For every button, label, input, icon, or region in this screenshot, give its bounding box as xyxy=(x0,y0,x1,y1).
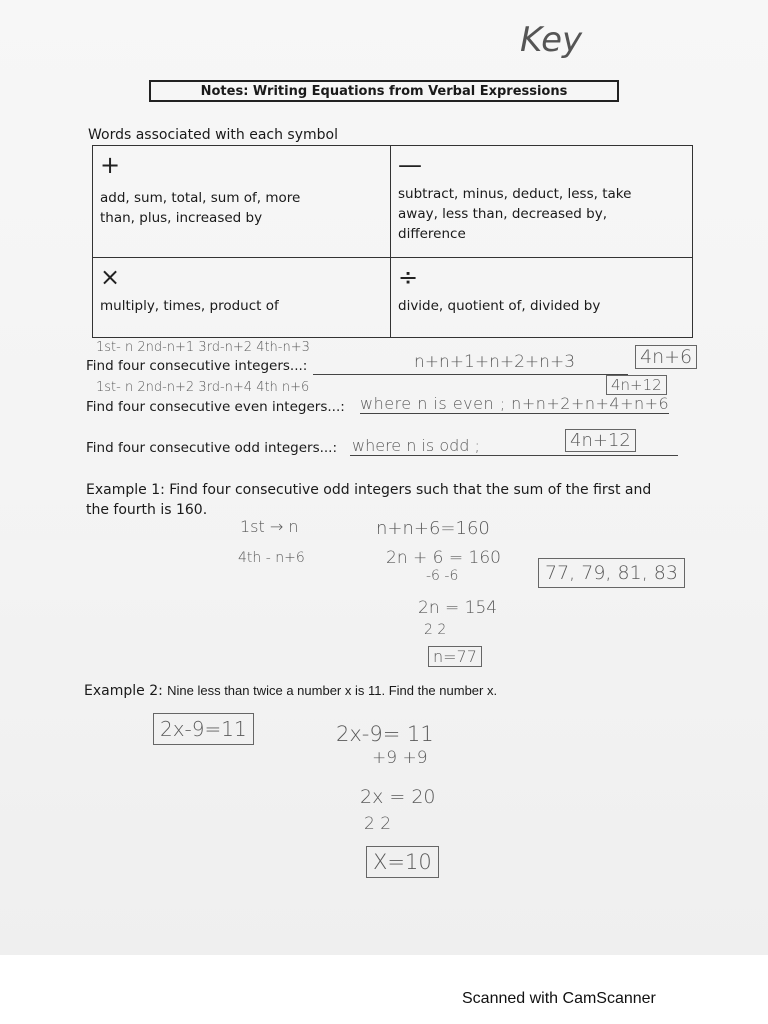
even-answer: where n is even ; n+n+2+n+4+n+6 xyxy=(360,394,670,413)
ex1-step3: 2n = 154 xyxy=(418,598,498,618)
consecutive-answer-box: 4n+6 xyxy=(635,345,697,369)
ex2-step2b: 2 2 xyxy=(364,814,392,834)
even-note-box: 4n+12 xyxy=(606,375,667,395)
consecutive-answer: n+n+1+n+2+n+3 xyxy=(414,352,576,372)
ex2-step1b: +9 +9 xyxy=(372,748,428,768)
key-signature: Key xyxy=(520,20,583,60)
ex2-equation-box: 2x-9=11 xyxy=(153,713,254,745)
ex2-answer-box: X=10 xyxy=(366,846,439,878)
even-note: 1st- n 2nd-n+2 3rd-n+4 4th n+6 xyxy=(96,380,310,395)
ex1-step3b: 2 2 xyxy=(424,622,447,638)
symbol-table xyxy=(92,145,693,338)
ex1-answer-box: 77, 79, 81, 83 xyxy=(538,558,685,588)
times-words: multiply, times, product of xyxy=(100,298,279,314)
words-label: Words associated with each symbol xyxy=(88,127,338,143)
page-title: Notes: Writing Equations from Verbal Expressions xyxy=(149,80,619,102)
ex1-step2b: -6 -6 xyxy=(426,568,459,584)
consecutive-note-1: 1st- n 2nd-n+1 3rd-n+2 4th-n+3 xyxy=(96,340,310,355)
times-symbol: × xyxy=(100,263,121,291)
example2-label: Example 2: xyxy=(84,683,163,699)
example1-text: Example 1: Find four consecutive odd integers such that the sum of the first and the fourth is 160. xyxy=(86,482,652,518)
even-question: Find four consecutive even integers...: xyxy=(86,399,345,415)
odd-answer-box: 4n+12 xyxy=(565,429,636,452)
ex1-fourth: 4th - n+6 xyxy=(238,550,305,566)
ex1-step2: 2n + 6 = 160 xyxy=(386,548,501,568)
divide-words: divide, quotient of, divided by xyxy=(398,298,601,314)
ex1-first: 1st → n xyxy=(240,517,299,536)
divide-symbol: ÷ xyxy=(398,263,419,291)
ex1-step4-box: n=77 xyxy=(428,646,482,667)
ex2-step2: 2x = 20 xyxy=(360,786,436,808)
divide-cell xyxy=(391,258,693,338)
minus-cell xyxy=(391,146,693,258)
scanner-watermark: Scanned with CamScanner xyxy=(462,990,656,1007)
plus-symbol: + xyxy=(100,151,121,179)
odd-answer: where n is odd ; xyxy=(352,436,480,455)
times-cell xyxy=(93,258,391,338)
example2-text: Nine less than twice a number x is 11. Find the number x. xyxy=(167,683,498,698)
plus-words: add, sum, total, sum of, more than, plus, increased by xyxy=(100,190,301,226)
ex2-step1: 2x-9= 11 xyxy=(336,722,434,746)
odd-question: Find four consecutive odd integers...: xyxy=(86,440,338,456)
ex1-step1: n+n+6=160 xyxy=(376,518,490,539)
consecutive-question: Find four consecutive integers...: xyxy=(86,358,308,374)
plus-cell xyxy=(93,146,391,258)
minus-words: subtract, minus, deduct, less, take away, less than, decreased by, difference xyxy=(398,186,632,242)
example2-line xyxy=(84,683,497,699)
minus-symbol: — xyxy=(398,151,422,179)
